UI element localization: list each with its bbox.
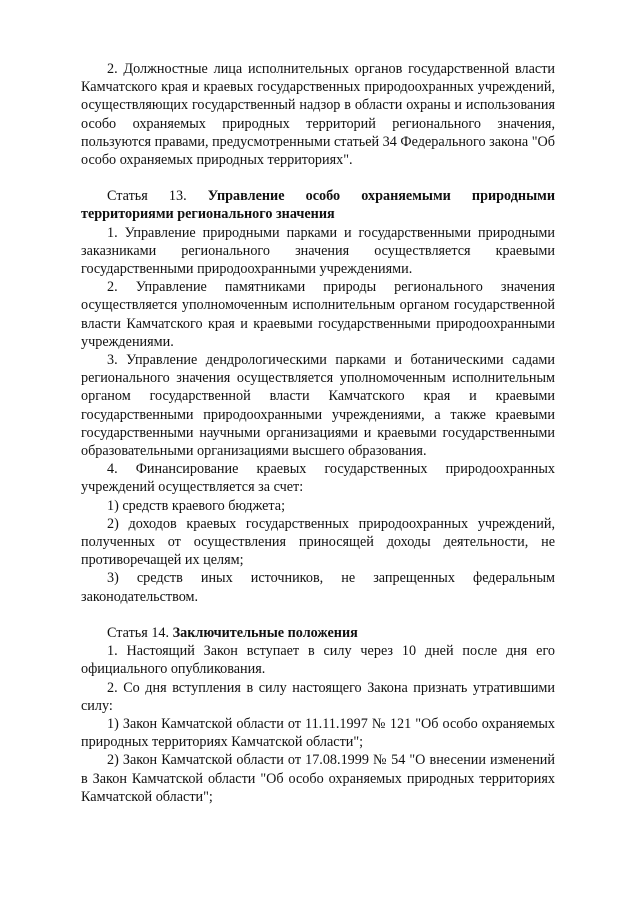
article13-subitem-3: 3) средств иных источников, не запрещенных федеральным законодательством. — [81, 570, 555, 605]
article13-subitem-1: 1) средств краевого бюджета; — [107, 497, 286, 514]
spacer — [81, 169, 555, 187]
article13-title: Управление особо охраняемыми природными территориями регионального значения — [81, 188, 555, 223]
article14-heading — [81, 624, 555, 642]
article13-paragraph-3: 3. Управление дендрологическими парками и ботаническими садами регионального значения осуществляется уполномоченным исполнительным органом государственной власти Камчатского края и краевыми государственными природоохранными учреждениями, а также краевыми государственными научными организациями и краевыми государственными образовательными организациями высшего образования. — [81, 352, 555, 460]
article14-label: Статья 14. — [107, 624, 170, 641]
spacer — [81, 606, 555, 624]
article14-paragraph-1: 1. Настоящий Закон вступает в силу через 10 дней после дня его официального опубликования. — [81, 643, 555, 678]
article12-paragraph-2: 2. Должностные лица исполнительных органов государственной власти Камчатского края и краевых государственных природоохранных учреждений, осуществляющих государственный надзор в области охраны и использования особо охраняемых природных территорий регионального значения, пользуются правами, предусмотренными статьей 34 Федерального закона "Об особо охраняемых природных территориях". — [81, 61, 555, 169]
article14-paragraph-2: 2. Со дня вступления в силу настоящего Закона признать утратившими силу: — [81, 679, 555, 714]
article13-paragraph-2: 2. Управление памятниками природы регионального значения осуществляется уполномоченным исполнительным органом государственной власти Камчатского края и краевыми государственными природоохранными учреждениями. — [81, 279, 555, 350]
article14-title: Заключительные положения — [172, 624, 358, 641]
article13-paragraph-4: 4. Финансирование краевых государственных природоохранных учреждений осуществляется за счет: — [81, 461, 555, 496]
document-body — [81, 60, 555, 806]
article14-subitem-2: 2) Закон Камчатской области от 17.08.1999 № 54 "О внесении изменений в Закон Камчатской области "Об особо охраняемых природных территориях Камчатской области"; — [81, 752, 555, 805]
article13-paragraph-1: 1. Управление природными парками и государственными природными заказниками регионального значения осуществляется краевыми государственными природоохранными учреждениями. — [81, 224, 555, 278]
article13-subitem-2: 2) доходов краевых государственных природоохранных учреждений, полученных от осуществления приносящей доходы деятельности, не противоречащей их целям; — [81, 515, 555, 569]
article14-subitem-1: 1) Закон Камчатской области от 11.11.1997 № 121 "Об особо охраняемых природных территориях Камчатской области"; — [81, 715, 555, 751]
article13-heading — [81, 187, 555, 223]
article13-label: Статья 13. — [107, 188, 187, 205]
